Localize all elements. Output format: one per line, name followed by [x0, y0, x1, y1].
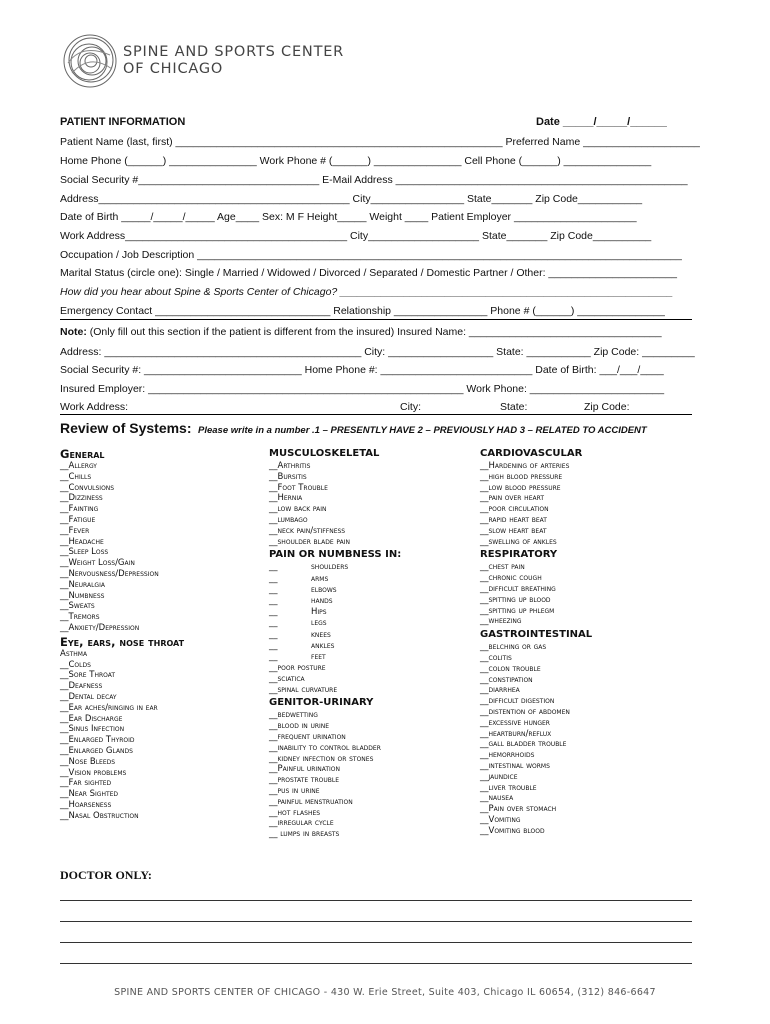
review-section-heading: Eye, ears, nose throat [60, 634, 185, 649]
review-item[interactable]: __Vomiting [480, 814, 521, 825]
review-item[interactable]: __hot flashes [269, 807, 321, 818]
review-item[interactable]: __Deafness [60, 681, 103, 692]
review-item-label: ankles [311, 640, 335, 651]
review-section-heading: General [60, 447, 105, 461]
note-text[interactable]: (Only fill out this section if the patient is different from the insured) Insured Name: _________________________________ [86, 326, 662, 338]
review-item[interactable]: __difficult digestion [480, 696, 555, 707]
review-instructions: Please write in a number .1 – PRESENTLY HAVE 2 – PREVIOUSLY HAD 3 – RELATED TO ACCIDENT [198, 425, 647, 436]
review-item[interactable]: __frequent urination [269, 732, 346, 743]
review-item[interactable]: __Arthritis [269, 461, 311, 471]
review-item[interactable]: __Foot Trouble [269, 482, 328, 493]
insured-row[interactable]: Social Security #: ___________________________ Home Phone #: __________________________ Date of Birth: ___/___/____ [60, 364, 664, 376]
review-item[interactable]: __Colds [60, 659, 91, 670]
review-item[interactable]: __gall bladder trouble [480, 739, 567, 750]
review-item[interactable]: __colon trouble [480, 663, 541, 674]
review-item[interactable] [269, 652, 401, 663]
review-item[interactable]: __prostate trouble [269, 775, 340, 786]
review-item[interactable]: __Near Sighted [60, 789, 119, 800]
review-item[interactable]: __liver trouble [480, 782, 537, 793]
review-item[interactable]: __Hoarseness [60, 799, 112, 810]
review-section-heading: CARDIOVASCULAR [480, 448, 583, 459]
org-name [123, 44, 344, 78]
review-item[interactable]: __Fainting [60, 504, 99, 515]
review-item[interactable]: __Hernia [269, 493, 303, 504]
review-item[interactable]: __difficult breathing [480, 583, 556, 594]
review-item[interactable]: __spitting up phlegm [480, 605, 555, 616]
patient-info-row[interactable]: How did you hear about Spine & Sports Center of Chicago? _________________________________________________________ [60, 286, 674, 298]
review-item[interactable]: __Ear Discharge [60, 713, 123, 724]
spiral-logo-icon [62, 33, 118, 89]
review-item[interactable]: __Allergy [60, 461, 97, 471]
review-item[interactable]: __neck pain/stiffness [269, 525, 346, 536]
review-item[interactable]: __Nervousness/Depression [60, 568, 159, 579]
review-item[interactable]: __Far sighted [60, 778, 112, 789]
work-address-label: Work Address: [60, 401, 129, 413]
patient-info-row[interactable]: Occupation / Job Description ___________________________________________________________________________________ [60, 249, 682, 261]
review-item[interactable] [269, 596, 401, 607]
review-item-label: feet [311, 651, 326, 662]
review-item[interactable]: __Chills [60, 471, 92, 482]
review-item[interactable]: __distention of abdomen [480, 706, 570, 717]
review-item[interactable]: __spinal curvature [269, 684, 338, 695]
review-item-blank[interactable]: __ [269, 629, 278, 640]
section-divider-2 [60, 414, 692, 415]
doctor-note-line[interactable] [60, 900, 692, 901]
review-item[interactable]: __constipation [480, 674, 533, 685]
doctor-note-line[interactable] [60, 942, 692, 943]
review-item[interactable] [269, 585, 401, 596]
review-item[interactable]: __low back pain [269, 504, 327, 515]
insured-row[interactable]: Insured Employer: ______________________________________________________ Work Phone: _______________________ [60, 383, 665, 395]
review-item[interactable]: __pain over heart [480, 493, 544, 504]
review-section-heading: GASTROINTESTINAL [480, 629, 593, 641]
review-item[interactable]: __blood in urine [269, 721, 330, 732]
patient-info-row[interactable]: Work Address______________________________________ City___________________ State_______ Zip Code__________ [60, 230, 652, 242]
review-item[interactable]: __Bursitis [269, 471, 307, 482]
review-item[interactable]: __Enlarged Glands [60, 745, 133, 756]
review-col-cardiovascular [480, 446, 592, 837]
insured-row[interactable]: Address: ____________________________________________ City: __________________ State: ___________ Zip Code: _________ [60, 346, 695, 358]
review-item[interactable]: __chronic cough [480, 573, 542, 584]
review-item[interactable]: __sciatica [269, 673, 305, 684]
review-item[interactable]: __swelling of ankles [480, 536, 557, 547]
review-item[interactable]: __Fever [60, 525, 90, 536]
review-item[interactable]: __excessive hunger [480, 717, 550, 728]
review-item[interactable]: __Sleep Loss [60, 547, 109, 558]
review-item[interactable]: __Pain over stomach [480, 804, 557, 815]
review-item-blank[interactable]: __ [269, 595, 278, 606]
review-item[interactable]: __hemorrhoids [480, 750, 535, 761]
review-item[interactable]: __nausea [480, 793, 514, 804]
review-item-label: legs [311, 618, 327, 629]
review-item[interactable] [269, 618, 401, 629]
review-item[interactable]: __belching or gas [480, 642, 547, 653]
review-item[interactable]: __pus in urine [269, 786, 320, 797]
review-item[interactable]: __Sweats [60, 601, 95, 612]
review-item[interactable]: __Ear aches/ringing in ear [60, 702, 158, 713]
review-item[interactable]: __Headache [60, 536, 104, 547]
review-item[interactable]: __kidney infection or stones [269, 753, 374, 764]
review-item[interactable] [269, 562, 401, 573]
review-item[interactable]: __colitis [480, 652, 512, 663]
review-item[interactable]: __Numbness [60, 590, 105, 601]
review-item[interactable]: __Fatigue [60, 514, 96, 525]
review-item[interactable]: __bedwetting [269, 710, 318, 721]
review-item-blank[interactable]: __ [269, 618, 278, 629]
note-label: Note: [60, 326, 87, 338]
patient-info-row[interactable]: Patient Name (last, first) ________________________________________________________ Preferred Name ____________________ [60, 136, 700, 148]
review-item[interactable]: __Dizziness [60, 493, 103, 504]
review-item-blank[interactable]: __ [269, 640, 278, 651]
patient-info-row[interactable]: Social Security #_______________________________ E-Mail Address __________________________________________________ [60, 174, 688, 186]
review-item-blank[interactable]: __ [269, 573, 278, 584]
review-item[interactable]: __Sore Throat [60, 670, 116, 681]
review-item-blank[interactable]: __ [269, 651, 278, 662]
review-item[interactable]: __jaundice [480, 771, 518, 782]
review-item-label: Hips [311, 607, 327, 618]
review-item[interactable]: __painful menstruation [269, 796, 353, 807]
review-item[interactable]: __poor circulation [480, 504, 549, 515]
section-divider [60, 319, 692, 320]
review-item[interactable]: __chest pain [480, 562, 525, 573]
review-item[interactable]: __shoulder blade pain [269, 536, 350, 547]
doctor-note-line[interactable] [60, 921, 692, 922]
insured-note [60, 326, 692, 338]
review-item[interactable]: __slow heart beat [480, 525, 547, 536]
work-zip-label: Zip Code: [584, 401, 630, 413]
review-item-label: hands [311, 595, 333, 606]
review-item[interactable]: __Anxiety/Depression [60, 622, 140, 633]
review-item-label: shoulders [311, 562, 349, 573]
review-item[interactable]: __heartburn/reflux [480, 728, 552, 739]
review-item[interactable]: __inability to control bladder [269, 742, 381, 753]
patient-info-title: PATIENT INFORMATION [60, 116, 186, 128]
review-item[interactable]: __Nasal Obstruction [60, 810, 139, 821]
patient-info-row[interactable]: Address___________________________________________ City________________ State_______ Zip Code___________ [60, 193, 643, 205]
review-item-blank[interactable]: __ [269, 562, 278, 573]
org-name-line1: SPINE AND SPORTS CENTER [123, 44, 345, 60]
review-item[interactable]: __Painful urination [269, 764, 340, 775]
review-item[interactable]: __Nose Bleeds [60, 756, 116, 767]
work-city-label: City: [400, 401, 421, 413]
review-item[interactable]: __poor posture [269, 663, 326, 674]
patient-info-row[interactable]: Emergency Contact ______________________________ Relationship ________________ Phone # (______) _______________ [60, 305, 665, 317]
review-item-label: arms [311, 573, 329, 584]
review-item[interactable]: __rapid heart beat [480, 514, 547, 525]
review-col-musculoskeletal [269, 446, 401, 840]
review-item[interactable]: __Weight Loss/Gain [60, 558, 135, 569]
patient-info-row[interactable]: Marital Status (circle one): Single / Married / Widowed / Divorced / Separated / Domestic Partner / Other: ______________________ [60, 267, 677, 279]
review-section-heading: GENITOR-URINARY [269, 697, 374, 709]
review-item[interactable]: __Vomiting blood [480, 825, 545, 836]
review-item-label: knees [311, 629, 331, 640]
review-item[interactable]: __spitting up blood [480, 594, 551, 605]
review-section-heading: MUSCULOSKELETAL [269, 448, 380, 459]
review-item[interactable]: __ lumps in breasts [269, 829, 340, 840]
date-field[interactable]: Date _____/_____/______ [536, 116, 667, 128]
doctor-only-label: DOCTOR ONLY: [60, 868, 152, 882]
insured-work-address-row[interactable] [60, 401, 692, 413]
patient-info-row[interactable]: Home Phone (______) _______________ Work Phone # (______) _______________ Cell Phone (______) _______________ [60, 155, 652, 167]
review-item[interactable]: __Tremors [60, 612, 100, 623]
review-item-blank[interactable]: __ [269, 584, 278, 595]
review-item[interactable]: Asthma [60, 648, 88, 659]
review-item[interactable]: __high blood pressure [480, 471, 563, 482]
doctor-note-line[interactable] [60, 963, 692, 964]
review-item[interactable] [269, 630, 401, 641]
patient-info-row[interactable]: Date of Birth _____/_____/_____ Age____ Sex: M F Height_____ Weight ____ Patient Employer _____________________ [60, 211, 637, 223]
org-name-line2: OF CHICAGO [123, 61, 224, 77]
review-item-label: elbows [311, 584, 337, 595]
review-item[interactable]: __Sinus Infection [60, 724, 125, 735]
review-item[interactable]: __Dental decay [60, 691, 117, 702]
review-item[interactable]: __lumbago [269, 514, 308, 525]
review-section-heading: RESPIRATORY [480, 549, 558, 561]
footer-address: SPINE AND SPORTS CENTER OF CHICAGO - 430 W. Erie Street, Suite 403, Chicago IL 60654, (312) 846-6647 [114, 987, 656, 998]
review-item[interactable] [269, 574, 401, 585]
review-title: Review of Systems: [60, 420, 192, 436]
review-item[interactable]: __Vision problems [60, 767, 127, 778]
work-state-label: State: [500, 401, 528, 413]
review-item[interactable]: __Enlarged Thyroid [60, 735, 135, 746]
review-item[interactable]: __Neuralgia [60, 579, 105, 590]
review-item[interactable]: __intestinal worms [480, 760, 550, 771]
review-item[interactable] [269, 607, 401, 618]
review-col-general [60, 446, 184, 822]
review-section-heading: PAIN OR NUMBNESS IN: [269, 549, 402, 561]
review-item[interactable]: __irregular cycle [269, 818, 334, 829]
review-item[interactable]: __Hardening of arteries [480, 461, 570, 471]
review-item[interactable]: __diarrhea [480, 685, 520, 696]
review-item[interactable]: __low blood pressure [480, 482, 561, 493]
review-item-blank[interactable]: __ [269, 607, 278, 618]
review-item[interactable]: __Convulsions [60, 482, 115, 493]
review-item[interactable]: __wheezing [480, 616, 522, 627]
review-item[interactable] [269, 641, 401, 652]
